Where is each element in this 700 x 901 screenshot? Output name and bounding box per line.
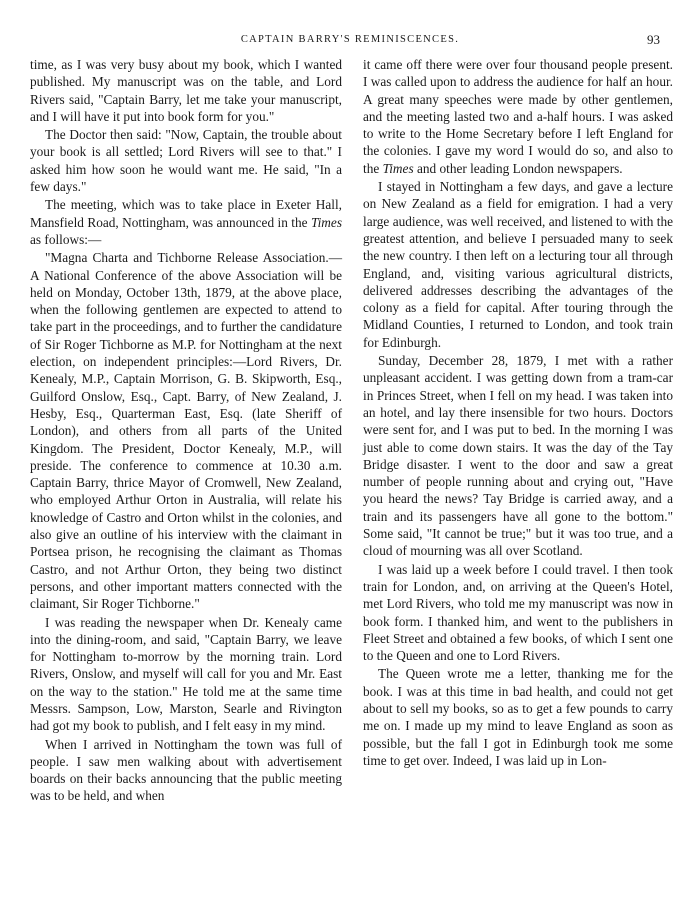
- newspaper-title: Times: [382, 160, 414, 176]
- newspaper-title: Times: [310, 214, 342, 230]
- running-head: CAPTAIN BARRY'S REMINISCENCES.: [240, 34, 460, 45]
- paragraph: I was laid up a week before I could travel. I then took train for London, and, on arriving at the Queen's Hotel, met Lord Rivers, who told me my manuscript was now in book form. I thanked him, and went to the publishers in Fleet Street and obtained a few books, of which I sent one to the Queen and one to Lord Rivers.: [363, 561, 673, 664]
- page-header: [0, 34, 700, 50]
- page-number: 93: [647, 32, 660, 47]
- paragraph: The Queen wrote me a letter, thanking me for the book. I was at this time in bad health, and could not get about to sell my books, so as to get a few pounds to carry me on. I made up my mind to leave England as soon as possible, but the fall I got in Edinburgh took me some time to get over. Indeed, I was laid up in Lon-: [363, 666, 673, 768]
- paragraph: Sunday, December 28, 1879, I met with a rather unpleasant accident. I was getting down from a tram-car in Princes Street, when I fell on my head. I was taken into an hotel, and lay there insensible for two hours. Doctors were sent for, and I was put to bed. In the morning I was just able to come down stairs. It was the day of the Tay Bridge disaster. I went to the door and saw a great number of people running about and crying out, "Have you heard the news? Tay Bridge is carried away, and a train and its passengers have all gone to the bottom." Some said, "It cannot be true;" but it was too true, and a cloud of mourning was all over Scotland.: [363, 353, 673, 559]
- paragraph: "Magna Charta and Tichborne Release Association.—A National Conference of the above Association will be held on Monday, October 13th, 1879, at the above place, when the following gentlemen are expected to attend to take part in the proceedings, and to further the candidature of Sir Roger Tichborne as M.P. for Nottingham at the next election, on independent principles:—Lord Rivers, Dr. Kenealy, M.P., Captain Morrison, G. B. Skipworth, Esq., Guilford Onslow, Esq., Capt. Barry, of New Zealand, J. Hesby, Esq., Quarterman East, Esq. (late Sheriff of London), and others from all parts of the United Kingdom. The President, Doctor Kenealy, M.P., will preside. The conference to commence at 10.30 a.m. Captain Barry, thrice Mayor of Cromwell, New Zealand, who employed Arthur Orton in Australia, will relate his knowledge of Castro and Orton whilst in the colonies, and also give an outline of his interview with the claimant in Portsea prison, he recognising the claimant as Thomas Castro, and not Arthur Orton, they being two distinct persons, and other important matters connected with the claimant, Sir Roger Tichborne.": [30, 250, 342, 612]
- paragraph: time, as I was very busy about my book, which I wanted published. My manuscript was on the table, and Lord Rivers said, "Captain Barry, let me take your manuscript, and I will have it put into book form for you.": [30, 57, 342, 124]
- paragraph: When I arrived in Nottingham the town was full of people. I saw men walking about with advertisement boards on their backs announcing that the public meeting was to be held, and when: [30, 736, 342, 804]
- paragraph: The Doctor then said: "Now, Captain, the trouble about your book is all settled; Lord Rivers will see to that." I asked him how soon he would want me. He said, "In a few days.": [30, 127, 342, 195]
- right-column: [363, 56, 673, 770]
- paragraph: it came off there were over four thousand people present. I was called upon to address the audience for half an hour. A great many speeches were made by other gentlemen, and the meeting lasted two and a-half hours. I was asked to write to the Home Secretary before I left England for the colonies. I gave my word I would do so, and also to the Times and other leading London newspapers.: [363, 57, 673, 176]
- paragraph: I was reading the newspaper when Dr. Kenealy came into the dining-room, and said, "Captain Barry, we leave for Nottingham to-morrow by the morning train. Lord Rivers, Onslow, and myself will call for you and Mr. East on the way to the station." He told me at the same time Messrs. Sampson, Low, Marston, Searle and Rivington had got my book to publish, and I felt easy in my mind.: [30, 614, 342, 734]
- left-column: [30, 56, 342, 806]
- paragraph: I stayed in Nottingham a few days, and gave a lecture on New Zealand as a field for emigration. I had a very large audience, was well received, and listened to with the greatest attention, and believe I persuaded many to seek the new country. I then left on a lecturing tour all through England, and, visiting various agricultural districts, delivered addresses describing the advantages of the colony as a field for capital. After touring through the Midland Counties, I returned to London, and took train for Edinburgh.: [363, 179, 673, 350]
- paragraph: The meeting, which was to take place in Exeter Hall, Mansfield Road, Nottingham, was announced in the Times as follows:—: [30, 197, 342, 247]
